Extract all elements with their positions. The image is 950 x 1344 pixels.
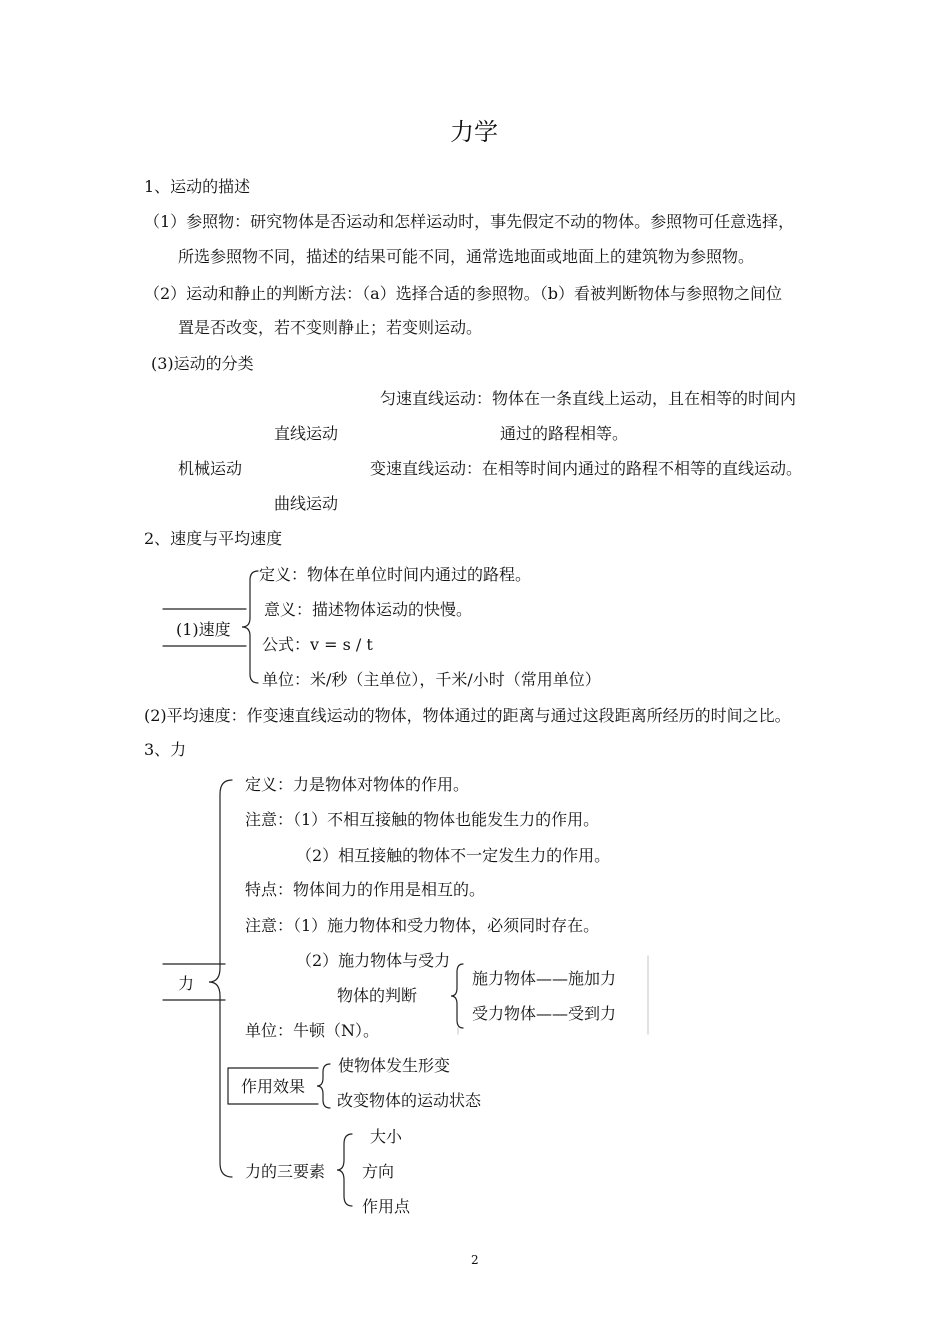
variable-motion-text: 变速直线运动：在相等时间内通过的路程不相等的直线运动。 xyxy=(370,459,803,478)
section-1-heading: 1、运动的描述 xyxy=(144,177,251,196)
speed-meaning: 意义：描述物体运动的快慢。 xyxy=(264,600,473,619)
force-label: 力 xyxy=(178,974,195,993)
force-note-2: 注意：（1）施力物体和受力物体，必须同时存在。 xyxy=(245,916,600,935)
element-direction: 方向 xyxy=(362,1162,395,1181)
receiver-text: 受力物体——受到力 xyxy=(472,1004,617,1023)
elements-brace xyxy=(337,1134,352,1206)
element-point: 作用点 xyxy=(362,1197,411,1216)
applier-brace xyxy=(451,964,463,1028)
page-number: 2 xyxy=(471,1253,479,1267)
curve-motion-label: 曲线运动 xyxy=(274,494,339,513)
judgement-paragraph-line-2: 置是否改变，若不变则静止；若变则运动。 xyxy=(178,318,483,337)
effect-label: 作用效果 xyxy=(241,1077,306,1096)
effect-2: 改变物体的运动状态 xyxy=(337,1091,482,1110)
motion-classification-heading: (3)运动的分类 xyxy=(151,354,254,373)
speed-label: (1)速度 xyxy=(176,620,231,639)
force-note-2b-line-2: 物体的判断 xyxy=(337,986,418,1005)
mechanical-motion-label: 机械运动 xyxy=(178,459,243,478)
average-speed-text: (2)平均速度：作变速直线运动的物体，物体通过的距离与通过这段距离所经历的时间之比。 xyxy=(144,706,791,725)
effect-brace xyxy=(317,1064,330,1108)
element-size: 大小 xyxy=(370,1127,403,1146)
page-title: 力学 xyxy=(450,118,498,146)
reference-paragraph-line-2: 所选参照物不同，描述的结果可能不同，通常选地面或地面上的建筑物为参照物。 xyxy=(178,247,755,266)
force-definition: 定义：力是物体对物体的作用。 xyxy=(245,775,470,794)
uniform-motion-line-2: 通过的路程相等。 xyxy=(500,424,629,443)
force-note-1: 注意：（1）不相互接触的物体也能发生力的作用。 xyxy=(245,810,600,829)
applier-text: 施力物体——施加力 xyxy=(472,969,617,988)
section-3-heading: 3、力 xyxy=(144,740,187,759)
force-brace xyxy=(209,780,232,1177)
straight-motion-label: 直线运动 xyxy=(274,424,339,443)
speed-unit: 单位：米/秒（主单位），千米/小时（常用单位） xyxy=(262,670,601,689)
elements-label: 力的三要素 xyxy=(245,1162,326,1181)
speed-brace xyxy=(242,571,258,683)
force-feature: 特点：物体间力的作用是相互的。 xyxy=(245,880,486,899)
force-note-1b: （2）相互接触的物体不一定发生力的作用。 xyxy=(296,846,611,865)
effect-1: 使物体发生形变 xyxy=(338,1056,451,1075)
section-2-heading: 2、速度与平均速度 xyxy=(144,529,283,548)
reference-paragraph-line-1: （1）参照物：研究物体是否运动和怎样运动时，事先假定不动的物体。参照物可任意选择， xyxy=(144,212,795,231)
force-unit: 单位：牛顿（N）。 xyxy=(245,1021,380,1040)
speed-definition: 定义：物体在单位时间内通过的路程。 xyxy=(259,565,532,584)
uniform-motion-line-1: 匀速直线运动：物体在一条直线上运动，且在相等的时间内 xyxy=(380,389,797,408)
force-note-2b-line-1: （2）施力物体与受力 xyxy=(296,951,451,970)
speed-formula: 公式：v = s / t xyxy=(262,635,373,654)
judgement-paragraph-line-1: （2）运动和静止的判断方法：（a）选择合适的参照物。（b）看被判断物体与参照物之间位 xyxy=(144,284,782,303)
